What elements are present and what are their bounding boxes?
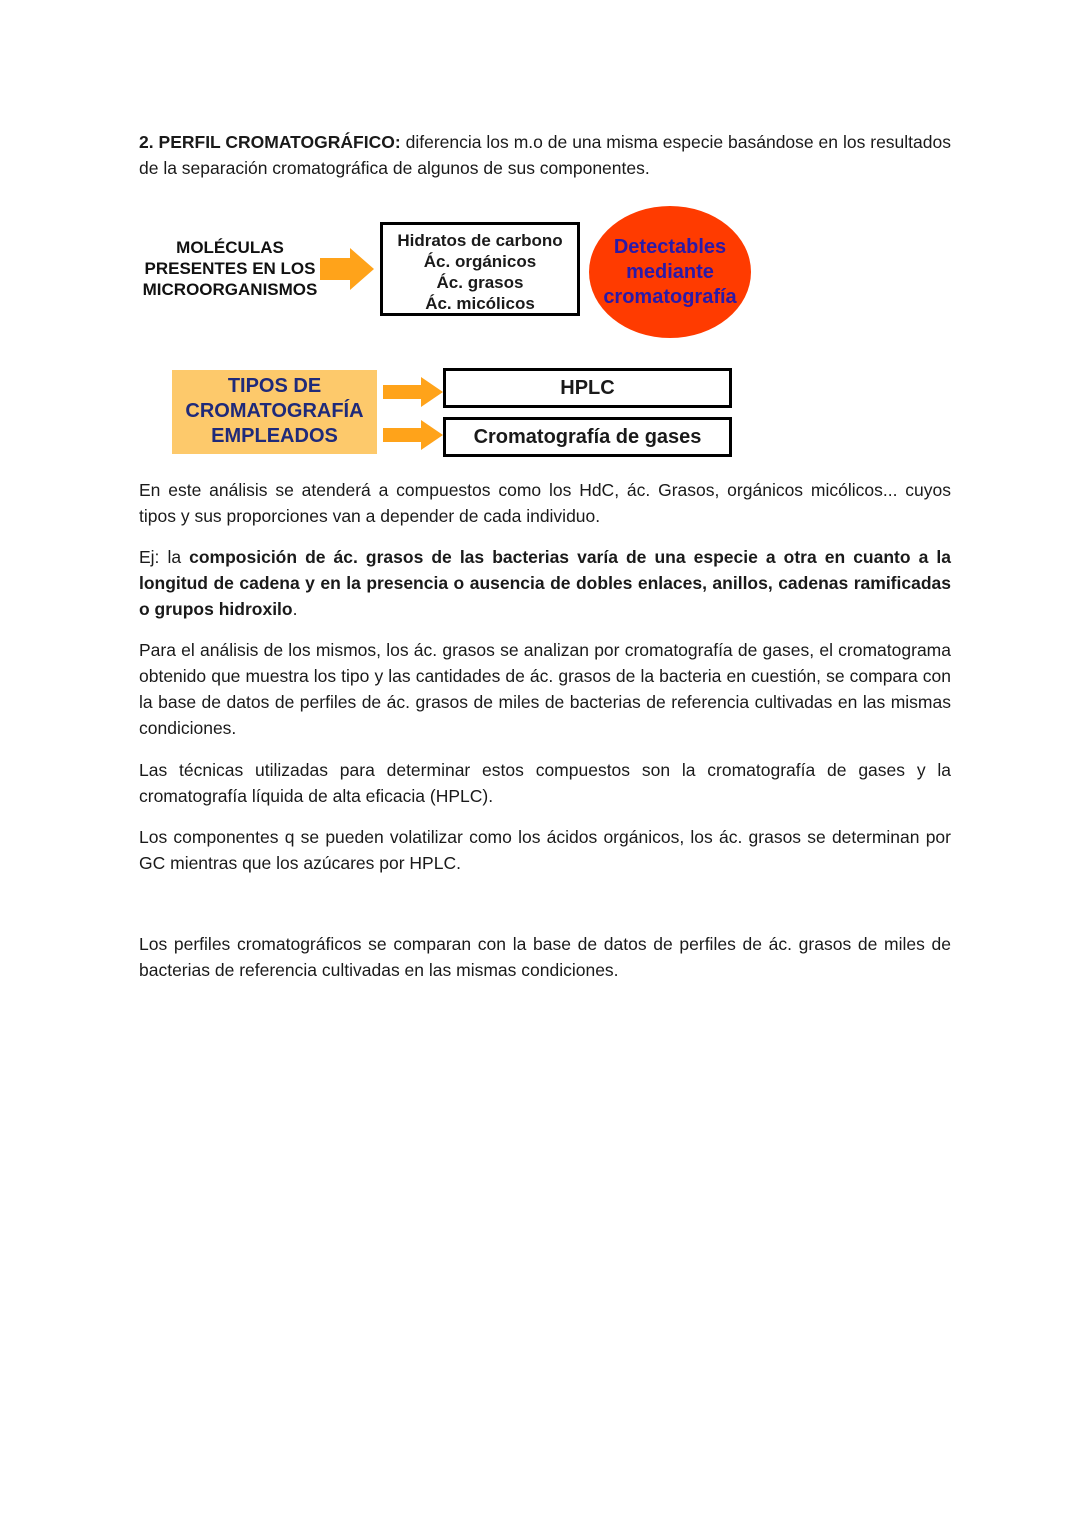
compounds-box	[380, 222, 580, 316]
tipos-line: CROMATOGRAFÍA	[185, 400, 364, 422]
arrow-right-icon	[383, 377, 443, 407]
molecules-label-line: MOLÉCULAS	[176, 238, 284, 257]
example-bold: composición de ác. grasos de las bacterias varía de una especie a otra en cuanto a la longitud de cadena y en la presencia o ausencia de dobles enlaces, anillos, cadenas ramificadas o grupos hidroxilo	[139, 547, 951, 619]
compound-item: Ác. micólicos	[425, 294, 535, 313]
arrow-right-icon	[320, 248, 374, 290]
tipos-line: EMPLEADOS	[211, 425, 338, 447]
detectable-ellipse	[589, 206, 751, 338]
paragraph: Los perfiles cromatográficos se comparan con la base de datos de perfiles de ác. grasos de miles de bacterias de referencia cultivadas en las mismas condiciones.	[139, 934, 951, 980]
method-hplc-box	[443, 368, 732, 408]
example-suffix: .	[292, 599, 298, 619]
method-hplc-label: HPLC	[560, 377, 615, 399]
paragraph: Las técnicas utilizadas para determinar estos compuestos son la cromatografía de gases y la cromatografía líquida de alta eficacia (HPLC).	[139, 760, 951, 806]
tipos-box	[172, 370, 377, 454]
example-prefix: Ej: la	[139, 547, 190, 567]
intro-paragraph	[139, 129, 951, 181]
paragraph: Los componentes q se pueden volatilizar como los ácidos orgánicos, los ác. grasos se determinan por GC mientras que los azúcares por HPLC.	[139, 827, 951, 873]
compound-item: Hidratos de carbono	[397, 231, 563, 250]
molecules-label-line: MICROORGANISMOS	[142, 280, 318, 299]
detectable-line: mediante	[626, 260, 714, 283]
compound-item: Ác. grasos	[436, 273, 524, 292]
molecules-label	[132, 237, 328, 300]
section-heading: 2. PERFIL CROMATOGRÁFICO:	[139, 132, 401, 152]
paragraph: Para el análisis de los mismos, los ác. grasos se analizan por cromatografía de gases, el cromatograma obtenido que muestra los tipo y las cantidades de ác. grasos de la bacteria en cuestión, se compara con la base de datos de perfiles de ác. grasos de miles de bacterias de referencia cultivadas en las mismas condiciones.	[139, 640, 951, 738]
example-paragraph	[139, 544, 951, 622]
detectable-line: Detectables	[613, 235, 727, 258]
molecules-label-line: PRESENTES EN LOS	[144, 259, 316, 278]
paragraph: En este análisis se atenderá a compuestos como los HdC, ác. Grasos, orgánicos micólicos... cuyos tipos y sus proporciones van a depender de cada individuo.	[139, 480, 951, 526]
method-gc-box	[443, 417, 732, 457]
compound-item: Ác. orgánicos	[423, 252, 537, 271]
detectable-line: cromatografía	[603, 285, 737, 308]
method-gc-label: Cromatografía de gases	[473, 426, 702, 448]
tipos-line: TIPOS DE	[227, 375, 322, 397]
intro-text: diferencia los m.o de una misma especie basándose en los resultados de la separación cromatográfica de algunos de sus componentes.	[139, 132, 951, 178]
arrow-right-icon	[383, 420, 443, 450]
